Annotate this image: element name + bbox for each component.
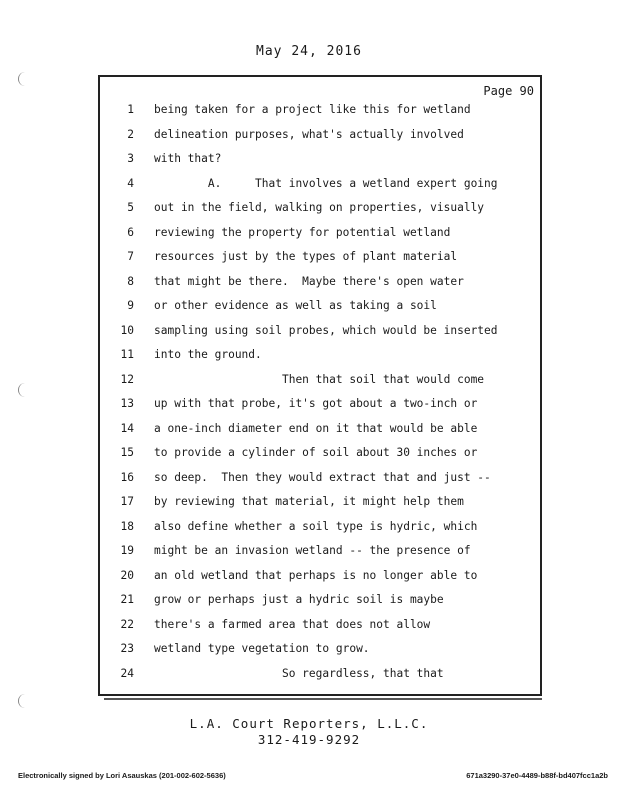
line-text: delineation purposes, what's actually involved (154, 127, 464, 141)
line-text: that might be there. Maybe there's open water (154, 274, 464, 288)
line-text: an old wetland that perhaps is no longer able to (154, 568, 478, 582)
line-number: 7 (127, 250, 134, 263)
transcript-line (100, 520, 540, 540)
line-text: grow or perhaps just a hydric soil is maybe (154, 593, 444, 606)
line-text: being taken for a project like this for wetland (154, 103, 471, 116)
transcript-line (100, 471, 540, 491)
line-number: 24 (120, 666, 134, 680)
transcript-line (100, 201, 540, 221)
line-number: 13 (120, 397, 134, 410)
transcript-line (100, 324, 540, 344)
transcript-line (100, 226, 540, 246)
line-text: wetland type vegetation to grow. (154, 642, 370, 655)
transcript-line (100, 177, 540, 197)
transcript-line (100, 299, 540, 319)
line-number: 22 (120, 617, 134, 631)
line-number: 12 (120, 372, 134, 386)
document-id: 671a3290-37e0-4489-b88f-bd407fcc1a2b (466, 771, 608, 780)
line-number: 20 (120, 568, 134, 582)
transcript-line (100, 397, 540, 417)
line-text: into the ground. (154, 348, 262, 361)
line-text: a one-inch diameter end on it that would be able (154, 421, 478, 435)
transcript-lines (100, 77, 540, 694)
transcript-line (100, 642, 540, 662)
line-text: with that? (154, 152, 222, 165)
signature-text: Electronically signed by Lori Asauskas (201-002-602-5636) (18, 771, 226, 780)
line-number: 5 (127, 201, 134, 214)
transcript-line (100, 618, 540, 638)
line-text: by reviewing that material, it might help them (154, 495, 464, 508)
transcript-line (100, 544, 540, 564)
line-number: 23 (120, 642, 134, 655)
transcript-line (100, 422, 540, 442)
line-number: 11 (120, 348, 134, 361)
line-number: 18 (120, 519, 134, 533)
transcript-line (100, 667, 540, 687)
line-text: reviewing the property for potential wetland (154, 225, 451, 239)
transcript-line (100, 373, 540, 393)
transcript-line (100, 103, 540, 123)
line-text: also define whether a soil type is hydric, which (154, 519, 478, 533)
line-number: 4 (127, 176, 134, 190)
line-number: 2 (127, 127, 134, 141)
margin-mark (18, 72, 29, 86)
footer-phone: 312-419-9292 (257, 732, 361, 747)
line-text: so deep. Then they would extract that and just -- (154, 470, 491, 484)
margin-mark (18, 694, 29, 708)
line-number: 3 (127, 152, 134, 165)
line-number: 1 (127, 103, 134, 116)
line-number: 16 (120, 470, 134, 484)
transcript-page (98, 75, 542, 696)
line-text: A. That involves a wetland expert going (154, 176, 498, 190)
line-text: sampling using soil probes, which would be inserted (154, 323, 498, 337)
transcript-line (100, 569, 540, 589)
transcript-line (100, 275, 540, 295)
line-text: up with that probe, it's got about a two-inch or (154, 397, 478, 410)
transcript-line (100, 250, 540, 270)
transcript-line (100, 152, 540, 172)
transcript-line (100, 348, 540, 368)
line-number: 10 (120, 323, 134, 337)
transcript-line (100, 446, 540, 466)
line-text: there's a farmed area that does not allow (154, 617, 431, 631)
line-number: 9 (127, 299, 134, 312)
line-text: might be an invasion wetland -- the presence of (154, 544, 471, 557)
line-number: 19 (120, 544, 134, 557)
line-text: So regardless, that that (154, 666, 444, 680)
line-text: resources just by the types of plant material (154, 250, 458, 263)
line-text: out in the field, walking on properties, visually (154, 201, 485, 214)
line-number: 8 (127, 274, 134, 288)
line-number: 14 (120, 421, 134, 435)
transcript-line (100, 593, 540, 613)
line-number: 17 (120, 495, 134, 508)
transcript-line (100, 495, 540, 515)
transcript-line (100, 128, 540, 148)
footer-company: L.A. Court Reporters, L.L.C. (189, 716, 429, 731)
line-text: Then that soil that would come (154, 372, 485, 386)
line-number: 6 (127, 225, 134, 239)
line-text: to provide a cylinder of soil about 30 inches or (154, 446, 478, 459)
margin-mark (18, 383, 29, 397)
page-number: Page 90 (483, 84, 534, 98)
header-date: May 24, 2016 (256, 44, 362, 59)
line-number: 15 (120, 446, 134, 459)
line-text: or other evidence as well as taking a soil (154, 299, 437, 312)
line-number: 21 (120, 593, 134, 606)
